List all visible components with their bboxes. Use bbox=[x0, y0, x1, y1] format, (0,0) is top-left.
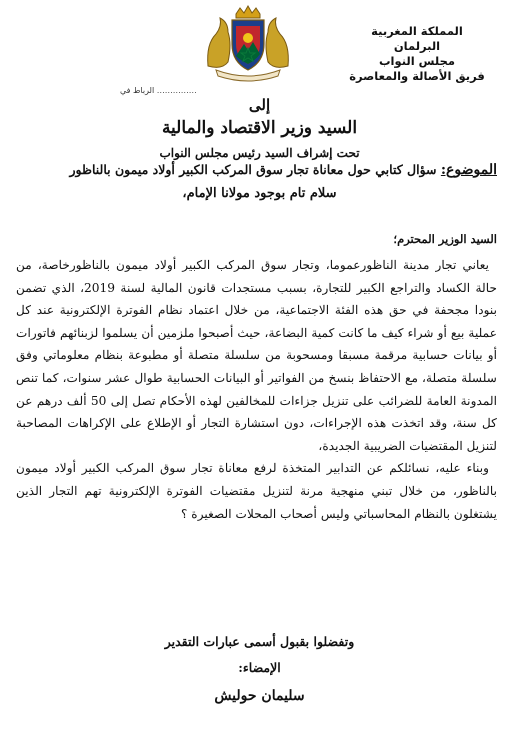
group-line: فريق الأصالة والمعاصرة bbox=[349, 69, 485, 83]
house-line: مجلس النواب bbox=[378, 54, 456, 68]
closing-line: وتفضلوا بقبول أسمى عبارات التقدير bbox=[164, 634, 355, 649]
signature-label: الإمضاء: bbox=[238, 660, 281, 675]
signer-name: سليمان حوليش bbox=[214, 688, 305, 704]
letter-body bbox=[16, 254, 497, 525]
place-date-label: الرباط في bbox=[120, 86, 155, 95]
addressee-to: إلى bbox=[248, 96, 271, 114]
body-paragraph: وبناء عليه، نسائلكم عن التدابير المتخذة لرفع معاناة تجار سوق المركب الكبير أولاد ميمون بالناظور، من خلال تبني منهجية مرنة لتنزيل مقتضيات الفوترة الإلكترونية تهم التجار الذين يشتغلون بالنظام المحاسباتي وليس أصحاب المحلات الصغيرة ؟ bbox=[16, 461, 497, 521]
royal-coat-of-arms-emblem-icon bbox=[198, 4, 298, 84]
addressee-supervision: تحت إشراف السيد رئيس مجلس النواب bbox=[159, 146, 360, 160]
subject-label: الموضوع: bbox=[440, 162, 497, 178]
subject-text: سؤال كتابي حول معاناة تجار سوق المركب الكبير أولاد ميمون بالناظور bbox=[69, 162, 437, 177]
salutation: السيد الوزير المحترم؛ bbox=[393, 232, 497, 246]
letterhead bbox=[337, 24, 497, 84]
parliament-line: البرلمان bbox=[393, 39, 441, 53]
place-date-line bbox=[120, 86, 197, 95]
subject-line bbox=[12, 162, 497, 178]
addressee-minister: السيد وزير الاقتصاد والمالية bbox=[161, 118, 358, 138]
kingdom-line: المملكة المغربية bbox=[371, 24, 463, 38]
greeting: سلام تام بوجود مولانا الإمام، bbox=[182, 186, 337, 201]
place-date-dots: …………… bbox=[156, 86, 197, 95]
body-paragraph: يعاني تجار مدينة الناظورعموما، وتجار سوق المركب الكبير أولاد ميمون بالناظورخاصة، من حالة الكساد والتراجع الكبير للتجارة، بسبب مستجدات قانون المالية لسنة 2019، الذي تضمن بنودا مجحفة في حق هذه الفئة الاجتماعية، من خلال اعتماد نظام الفوترة الإلكترونية عند كل عملية بيع أو شراء كيف ما كانت كمية البضاعة، حيث أصبحوا ملزمين أن يسلموا لزبنائهم فاتورات أو بيانات حسابية مرقمة مسبقا ومسحوبة من سلسلة متصلة أو مطبوعة بنظام معلوماتي وفق سلسلة متصلة، مع الاحتفاظ بنسخ من الفواتير أو البيانات الحسابية طوال عشر سنوات، كما تنص المدونة العامة للضرائب على تنزيل جزاءات للمخالفين لهذه الأحكام تصل إلى 50 ألف درهم عن كل سنة، وقد اتخذت هذه الإجراءات، دون استشارة التجار أو الإطلاع على الإكراهات المصاحبة لتنزيل المقتضيات الضريبية الجديدة، bbox=[16, 258, 497, 453]
